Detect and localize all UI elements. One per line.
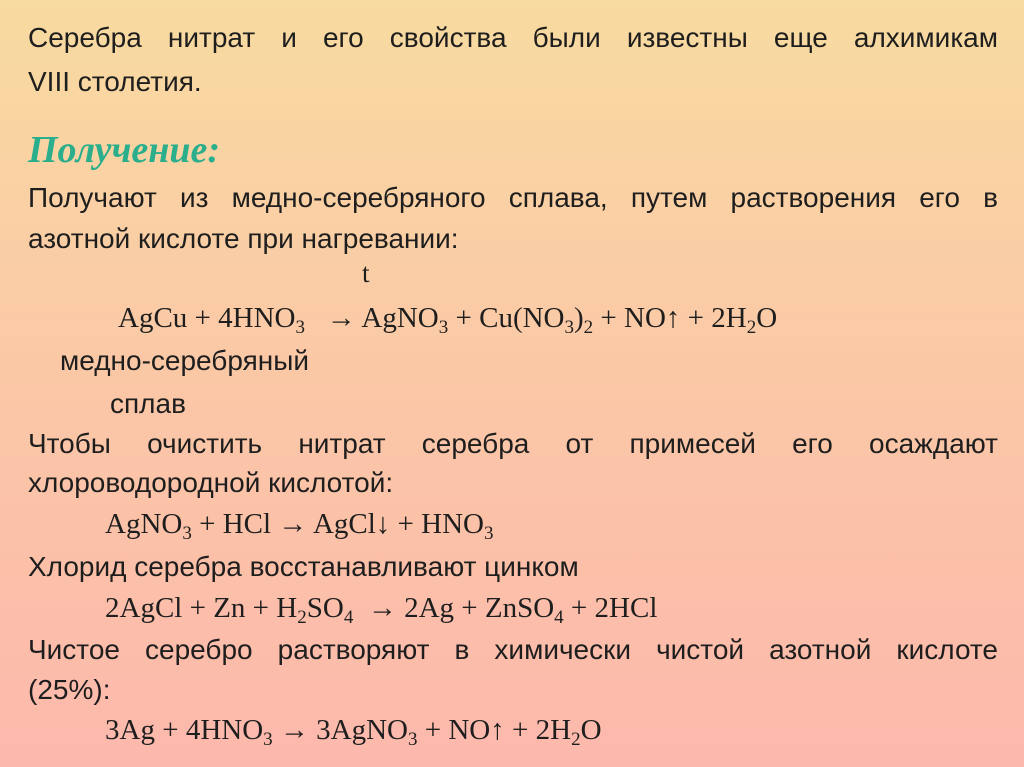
reaction-1-equation: AgCu + $4HNO_3$ → AgNO$_3$ + $Cu(NO_3)_2$ + NO↑ + $2H_2O$ (118, 302, 778, 338)
paragraph-4-line-1: Чистое серебро растворяют в химически чистой азотной кислоте (28, 634, 998, 665)
reaction-condition-temperature: t (362, 258, 370, 288)
reaction-3-equation: 2AgCl + $Zn + H_2SO_4 \to 2Ag$ + ZnSO$_4$ + 2HCl (105, 592, 658, 628)
alloy-label-line-2: сплав (110, 388, 186, 419)
intro-line-1: Серебра нитрат и его свойства были известны еще алхимикам (28, 22, 998, 53)
paragraph-2-line-1: Чтобы очистить нитрат серебра от примесей его осаждают (28, 428, 998, 459)
section-title: Получение: (28, 129, 221, 171)
intro-line-2: VIII столетия. (28, 66, 202, 97)
alloy-label-line-1: медно-серебряный (60, 345, 309, 376)
paragraph-3: Хлорид серебра восстанавливают цинком (28, 551, 579, 582)
reaction-2-equation: AgNO$_3$ + HCl → AgCl↓ + $HNO_3$ (105, 508, 494, 544)
paragraph-4-line-2: (25%): (28, 674, 111, 705)
paragraph-1-line-1: Получают из медно-серебряного сплава, путем растворения его в (28, 182, 998, 213)
paragraph-2-line-2: хлороводородной кислотой: (28, 467, 394, 498)
paragraph-1-line-2: азотной кислоте при нагревании: (28, 223, 459, 254)
reaction-4-equation: $3Ag + 4HNO_3$ → 3AgNO$_3$ + NO↑ + $2H_2O$ (105, 714, 602, 750)
